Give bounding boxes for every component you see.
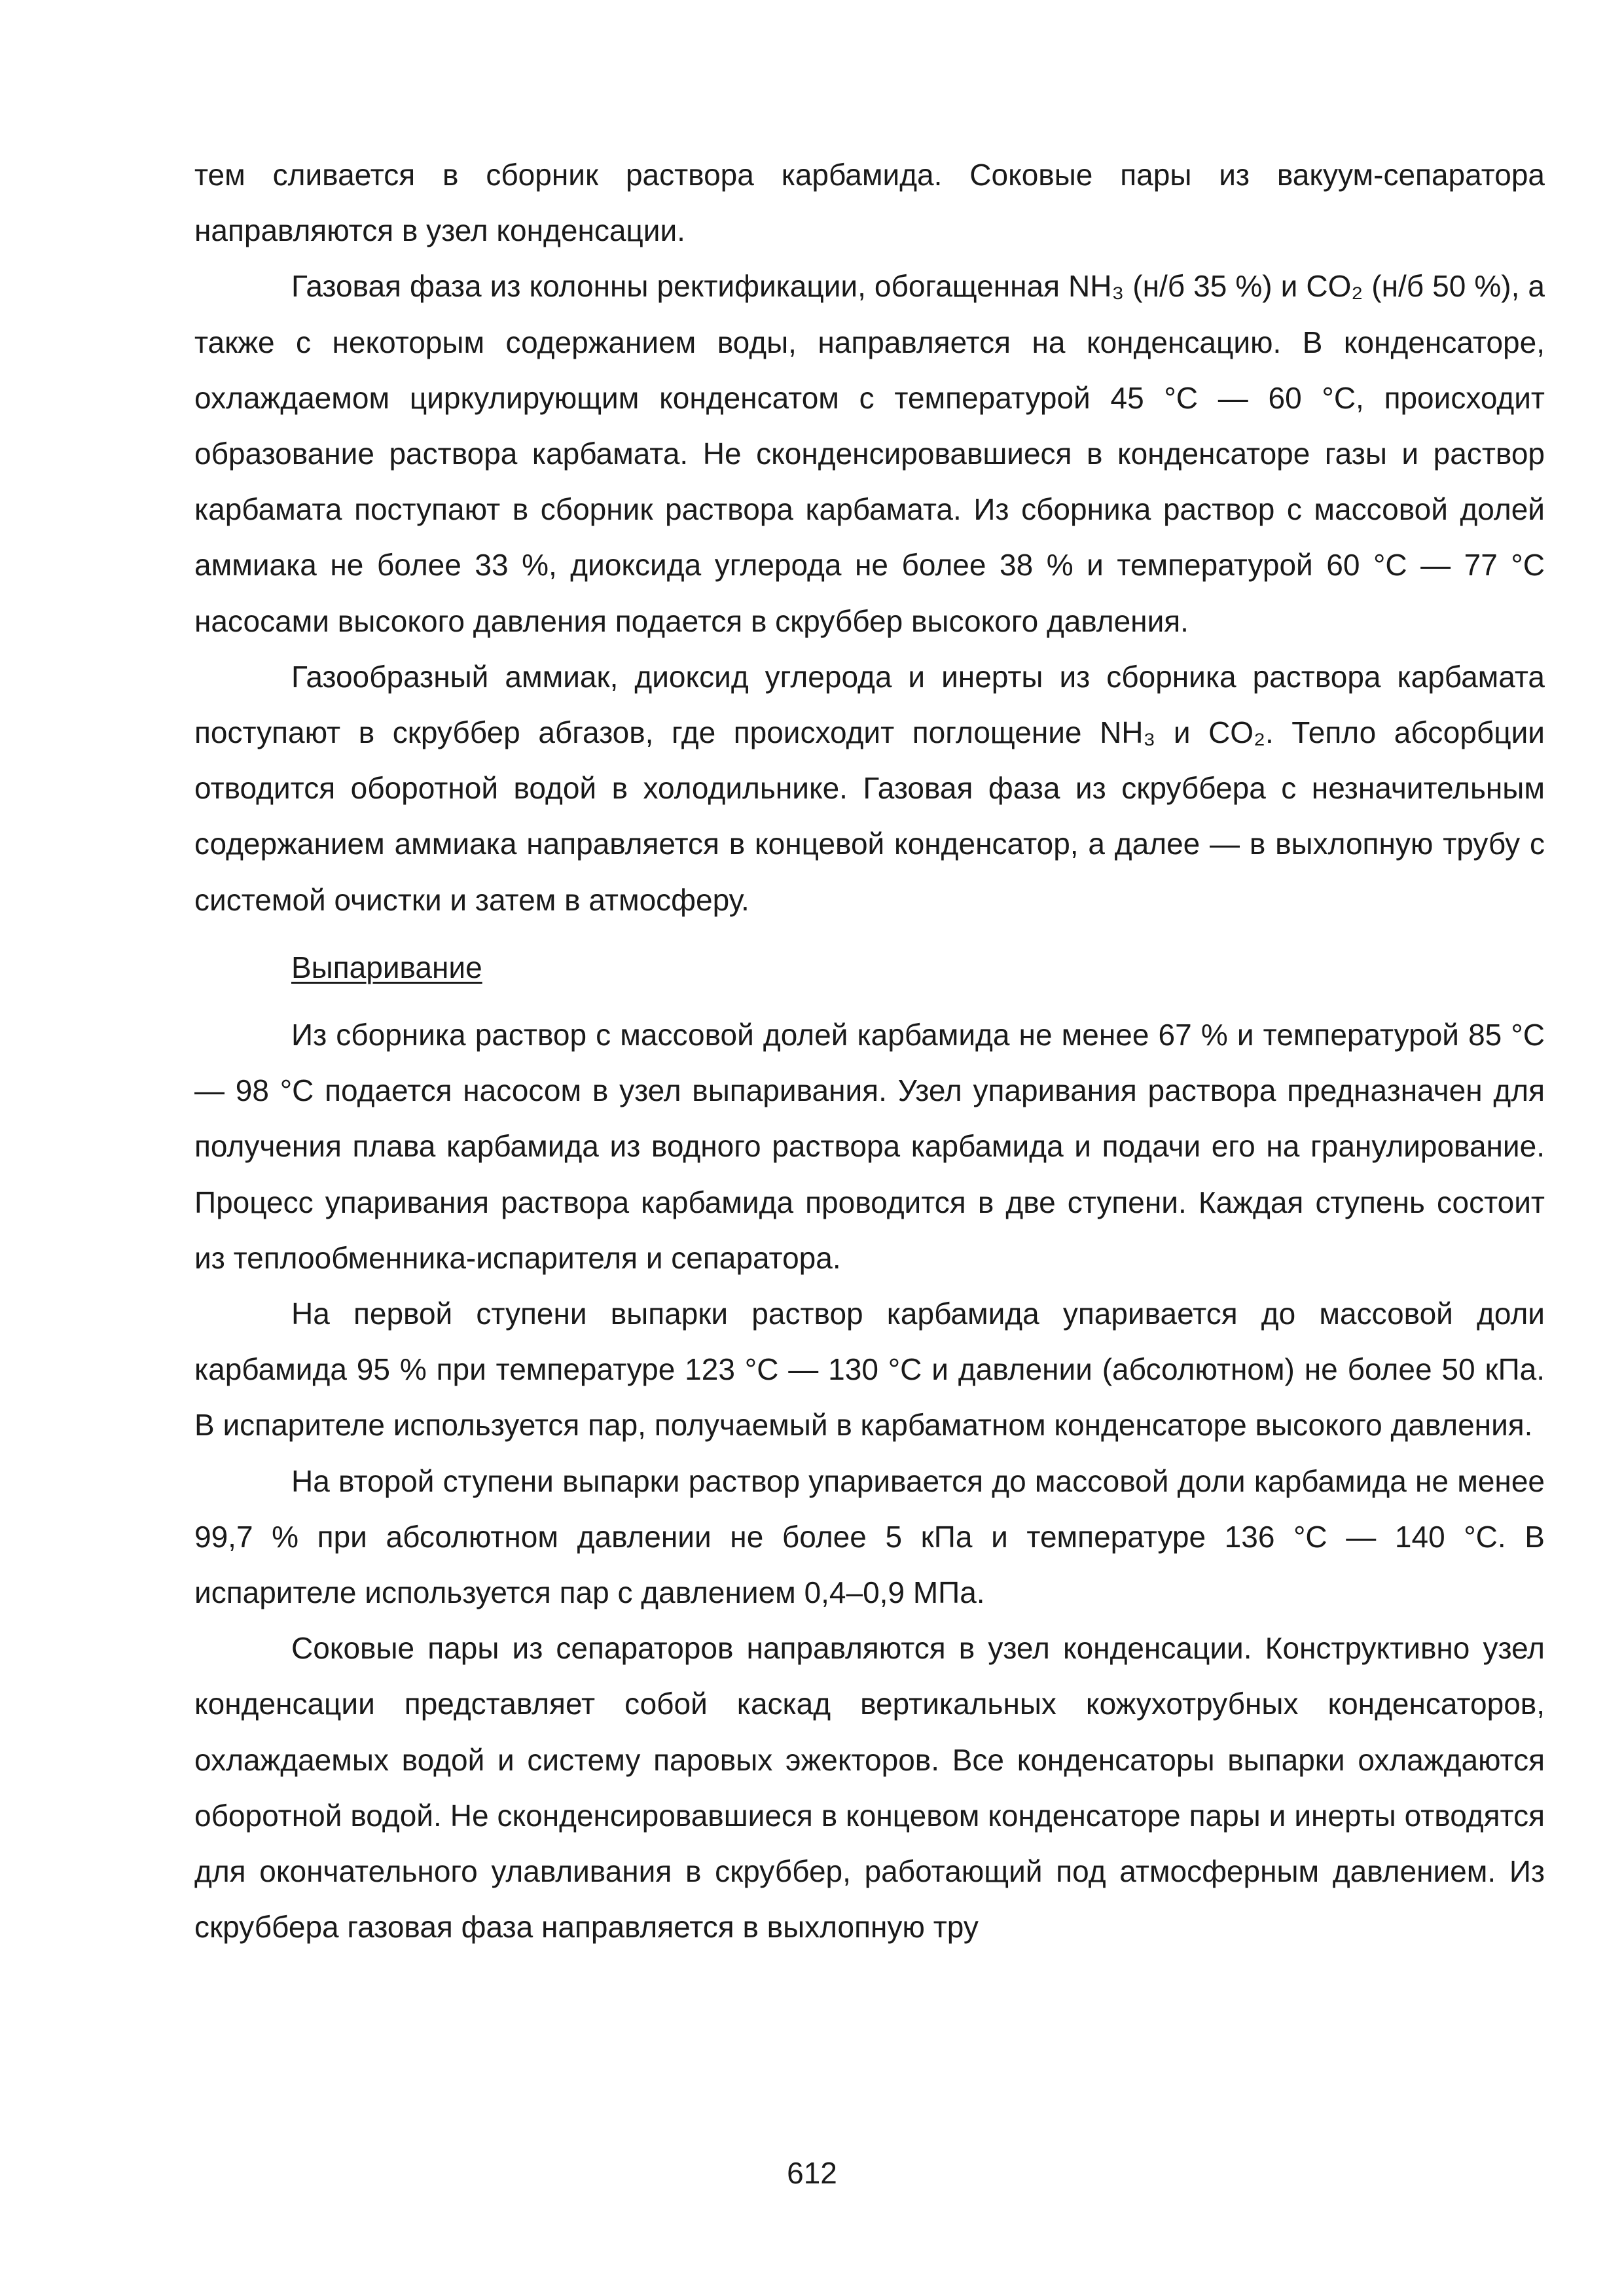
paragraph-gaseous-ammonia: Газообразный аммиак, диоксид углерода и инерты из сборника раствора карбамата поступают в скруббер абгазов, где происходит поглощение NH₃ и CO₂. Тепло абсорбции отводится оборотной водой в холодильнике. Газовая фаза из скруббера с незначительным содержанием аммиака направляется в концевой конденсатор, а далее — в выхлопную трубу с системой очистки и затем в атмосферу. <box>194 659 1545 917</box>
paragraph-gas-phase-rectification: Газовая фаза из колонны ректификации, обогащенная NH₃ (н/б 35 %) и CO₂ (н/б 50 %), а также с некоторым содержанием воды, направляется на конденсацию. В конденсаторе, охлаждаемом циркулирующим конденсатом с температурой 45 °С — 60 °С, происходит образование раствора карбамата. Не сконденсировавшиеся в конденсаторе газы и раствор карбамата поступают в сборник раствора карбамата. Из сборника раствор с массовой долей аммиака не более 33 %, диоксида углерода не более 38 % и температурой 60 °С — 77 °С насосами высокого давления подается в скруббер высокого давления. <box>194 269 1545 638</box>
paragraph-second-stage: На второй ступени выпарки раствор упаривается до массовой доли карбамида не менее 99,7 % при абсолютном давлении не более 5 кПа и температуре 136 °С — 140 °С. В испарителе используется пар с давлением 0,4–0,9 МПа. <box>194 1463 1545 1610</box>
paragraph-first-stage: На первой ступени выпарки раствор карбамида упаривается до массовой доли карбамида 95 % при температуре 123 °С — 130 °С и давлении (абсолютном) не более 50 кПа. В испарителе используется пар, получаемый в карбаматном конденсаторе высокого давления. <box>194 1297 1545 1443</box>
paragraph-condensation-unit: Соковые пары из сепараторов направляются в узел конденсации. Конструктивно узел конденсации представляет собой каскад вертикальных кожухотрубных конденсаторов, охлаждаемых водой и систему паровых эжекторов. Все конденсаторы выпарки охлаждаются оборотной водой. Не сконденсировавшиеся в концевом конденсаторе пары и инерты отводятся для окончательного улавливания в скруббер, работающий под атмосферным давлением. Из скруббера газовая фаза направляется в выхлопную тру <box>194 1631 1545 1945</box>
paragraph-evaporation-intro: Из сборника раствор с массовой долей карбамида не менее 67 % и температурой 85 °С — 98 °С подается насосом в узел выпаривания. Узел упаривания раствора предназначен для получения плава карбамида из водного раствора карбамида и подачи его на гранулирование. Процесс упаривания раствора карбамида проводится в две ступени. Каждая ступень состоит из теплообменника-испарителя и сепаратора. <box>194 1018 1545 1275</box>
section-heading <box>194 928 1545 1007</box>
paragraph-continuation: тем сливается в сборник раствора карбамида. Соковые пары из вакуум-сепаратора направляются в узел конденсации. <box>194 158 1545 248</box>
document-page <box>194 147 1545 1956</box>
page-number: 612 <box>787 2156 837 2190</box>
section-heading-text: Выпаривание <box>291 950 482 984</box>
